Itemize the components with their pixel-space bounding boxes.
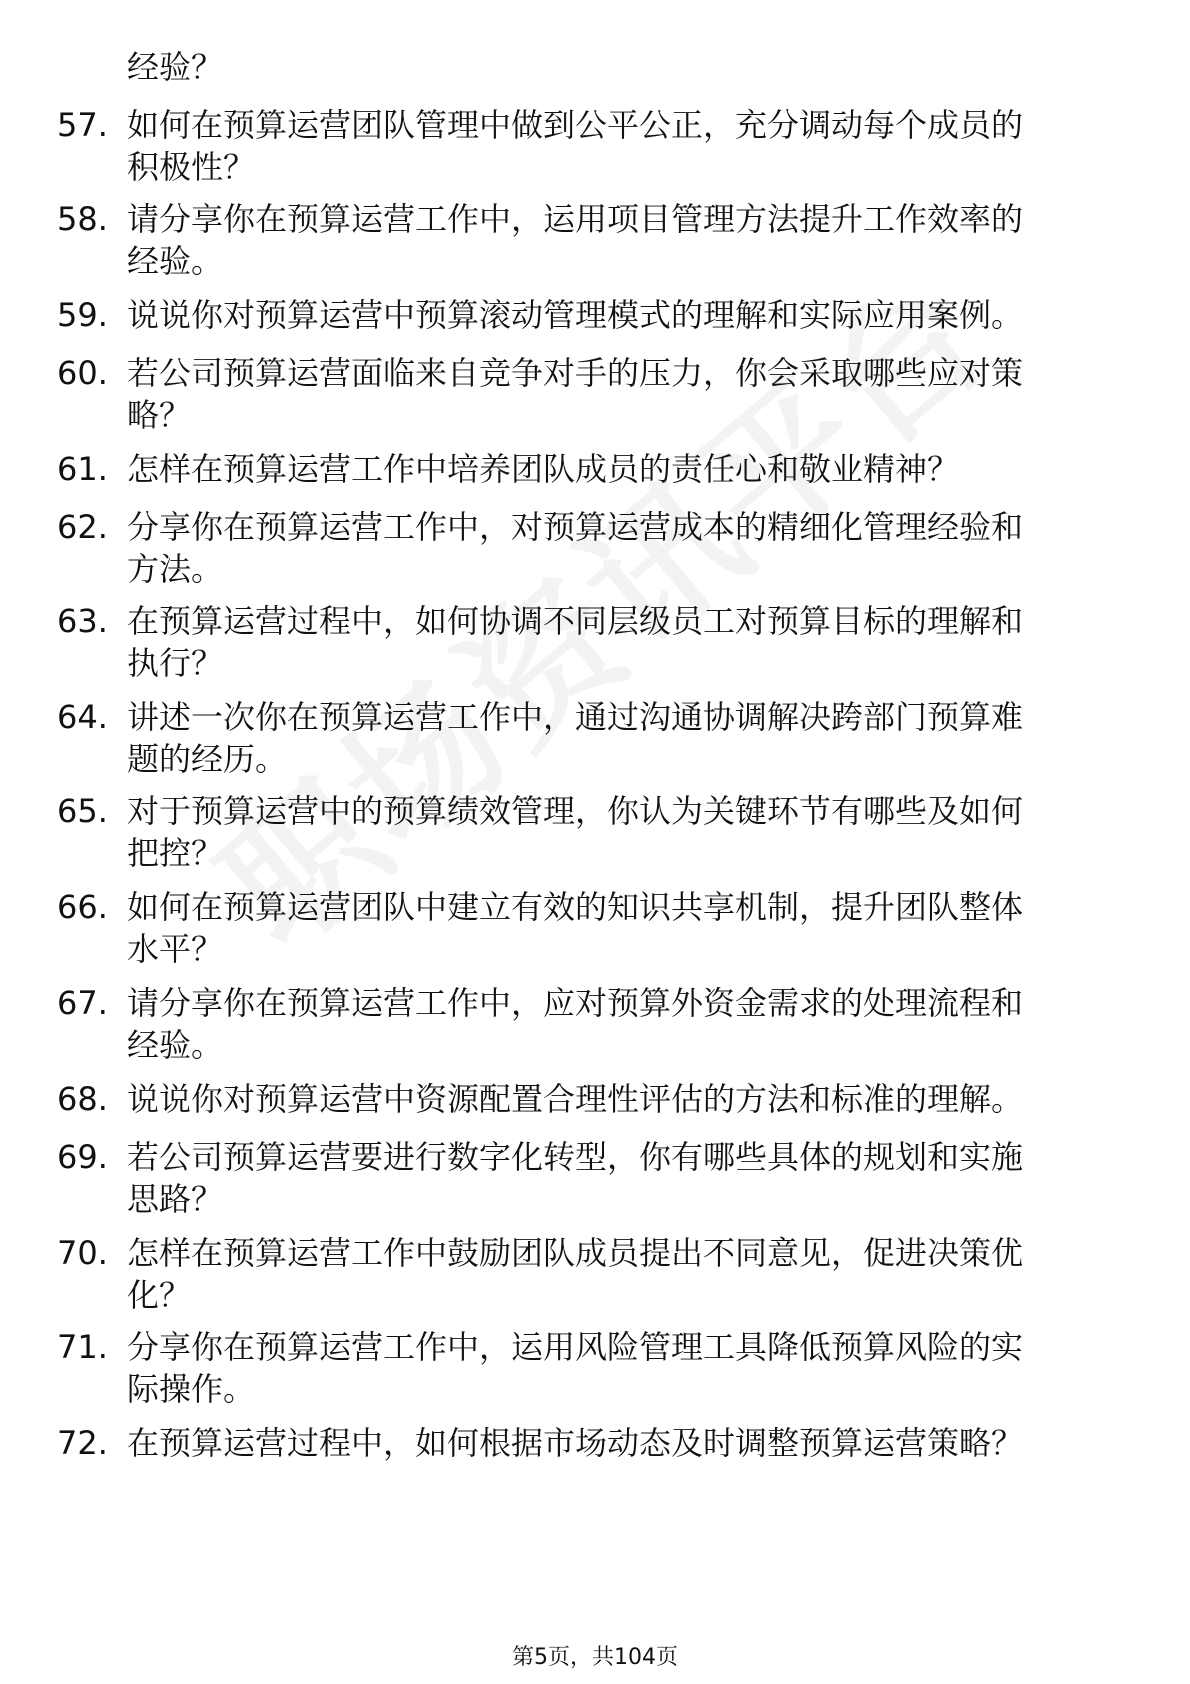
- question-text-line: 题的经历。: [127, 740, 288, 778]
- question-number: 68.: [57, 1080, 108, 1118]
- question-text-line: 化？: [127, 1276, 192, 1314]
- question-text-line: 把控？: [127, 834, 224, 872]
- question-number: 57.: [57, 106, 108, 144]
- question-text-line: 水平？: [127, 930, 224, 968]
- question-text-line: 际操作。: [127, 1370, 256, 1408]
- question-text-line: 请分享你在预算运营工作中，运用项目管理方法提升工作效率的: [127, 200, 1024, 238]
- question-number: 63.: [57, 602, 108, 640]
- question-number: 65.: [57, 792, 108, 830]
- question-text-line: 积极性？: [127, 148, 256, 186]
- question-text-line: 分享你在预算运营工作中，对预算运营成本的精细化管理经验和: [127, 508, 1024, 546]
- question-text-line: 怎样在预算运营工作中鼓励团队成员提出不同意见，促进决策优: [127, 1234, 1024, 1272]
- question-text-line: 怎样在预算运营工作中培养团队成员的责任心和敬业精神？: [127, 450, 960, 488]
- question-text-line: 对于预算运营中的预算绩效管理，你认为关键环节有哪些及如何: [127, 792, 1024, 830]
- question-text-line: 执行？: [127, 644, 224, 682]
- page-number-footer: 第5页，共104页: [512, 1645, 678, 1670]
- question-text-line: 思路？: [127, 1180, 224, 1218]
- question-number: 60.: [57, 354, 108, 392]
- question-number: 61.: [57, 450, 108, 488]
- question-text-line: 方法。: [127, 550, 224, 588]
- question-number: 69.: [57, 1138, 108, 1176]
- question-number: 66.: [57, 888, 108, 926]
- question-number: 64.: [57, 698, 108, 736]
- question-text-line: 在预算运营过程中，如何协调不同层级员工对预算目标的理解和: [127, 602, 1024, 640]
- question-number: 70.: [57, 1234, 108, 1272]
- question-text-line: 若公司预算运营要进行数字化转型，你有哪些具体的规划和实施: [127, 1138, 1024, 1176]
- question-number: 59.: [57, 296, 108, 334]
- question-text-line: 如何在预算运营团队管理中做到公平公正，充分调动每个成员的: [127, 106, 1024, 144]
- question-text-line: 经验。: [127, 242, 224, 280]
- question-text-line: 如何在预算运营团队中建立有效的知识共享机制，提升团队整体: [127, 888, 1024, 926]
- question-text-line: 说说你对预算运营中资源配置合理性评估的方法和标准的理解。: [127, 1080, 1024, 1118]
- question-text-line: 说说你对预算运营中预算滚动管理模式的理解和实际应用案例。: [127, 296, 1024, 334]
- question-number: 71.: [57, 1328, 108, 1366]
- question-number: 72.: [57, 1424, 108, 1462]
- question-text-line: 分享你在预算运营工作中，运用风险管理工具降低预算风险的实: [127, 1328, 1024, 1366]
- question-number: 62.: [57, 508, 108, 546]
- question-number: 67.: [57, 984, 108, 1022]
- question-text-line: 经验？: [127, 48, 224, 86]
- question-text-line: 在预算运营过程中，如何根据市场动态及时调整预算运营策略？: [127, 1424, 1024, 1462]
- question-text-line: 经验。: [127, 1026, 224, 1064]
- question-text-line: 讲述一次你在预算运营工作中，通过沟通协调解决跨部门预算难: [127, 698, 1024, 736]
- question-number: 58.: [57, 200, 108, 238]
- question-text-line: 若公司预算运营面临来自竞争对手的压力，你会采取哪些应对策: [127, 354, 1024, 392]
- question-text-line: 略？: [127, 396, 192, 434]
- question-text-line: 请分享你在预算运营工作中，应对预算外资金需求的处理流程和: [127, 984, 1024, 1022]
